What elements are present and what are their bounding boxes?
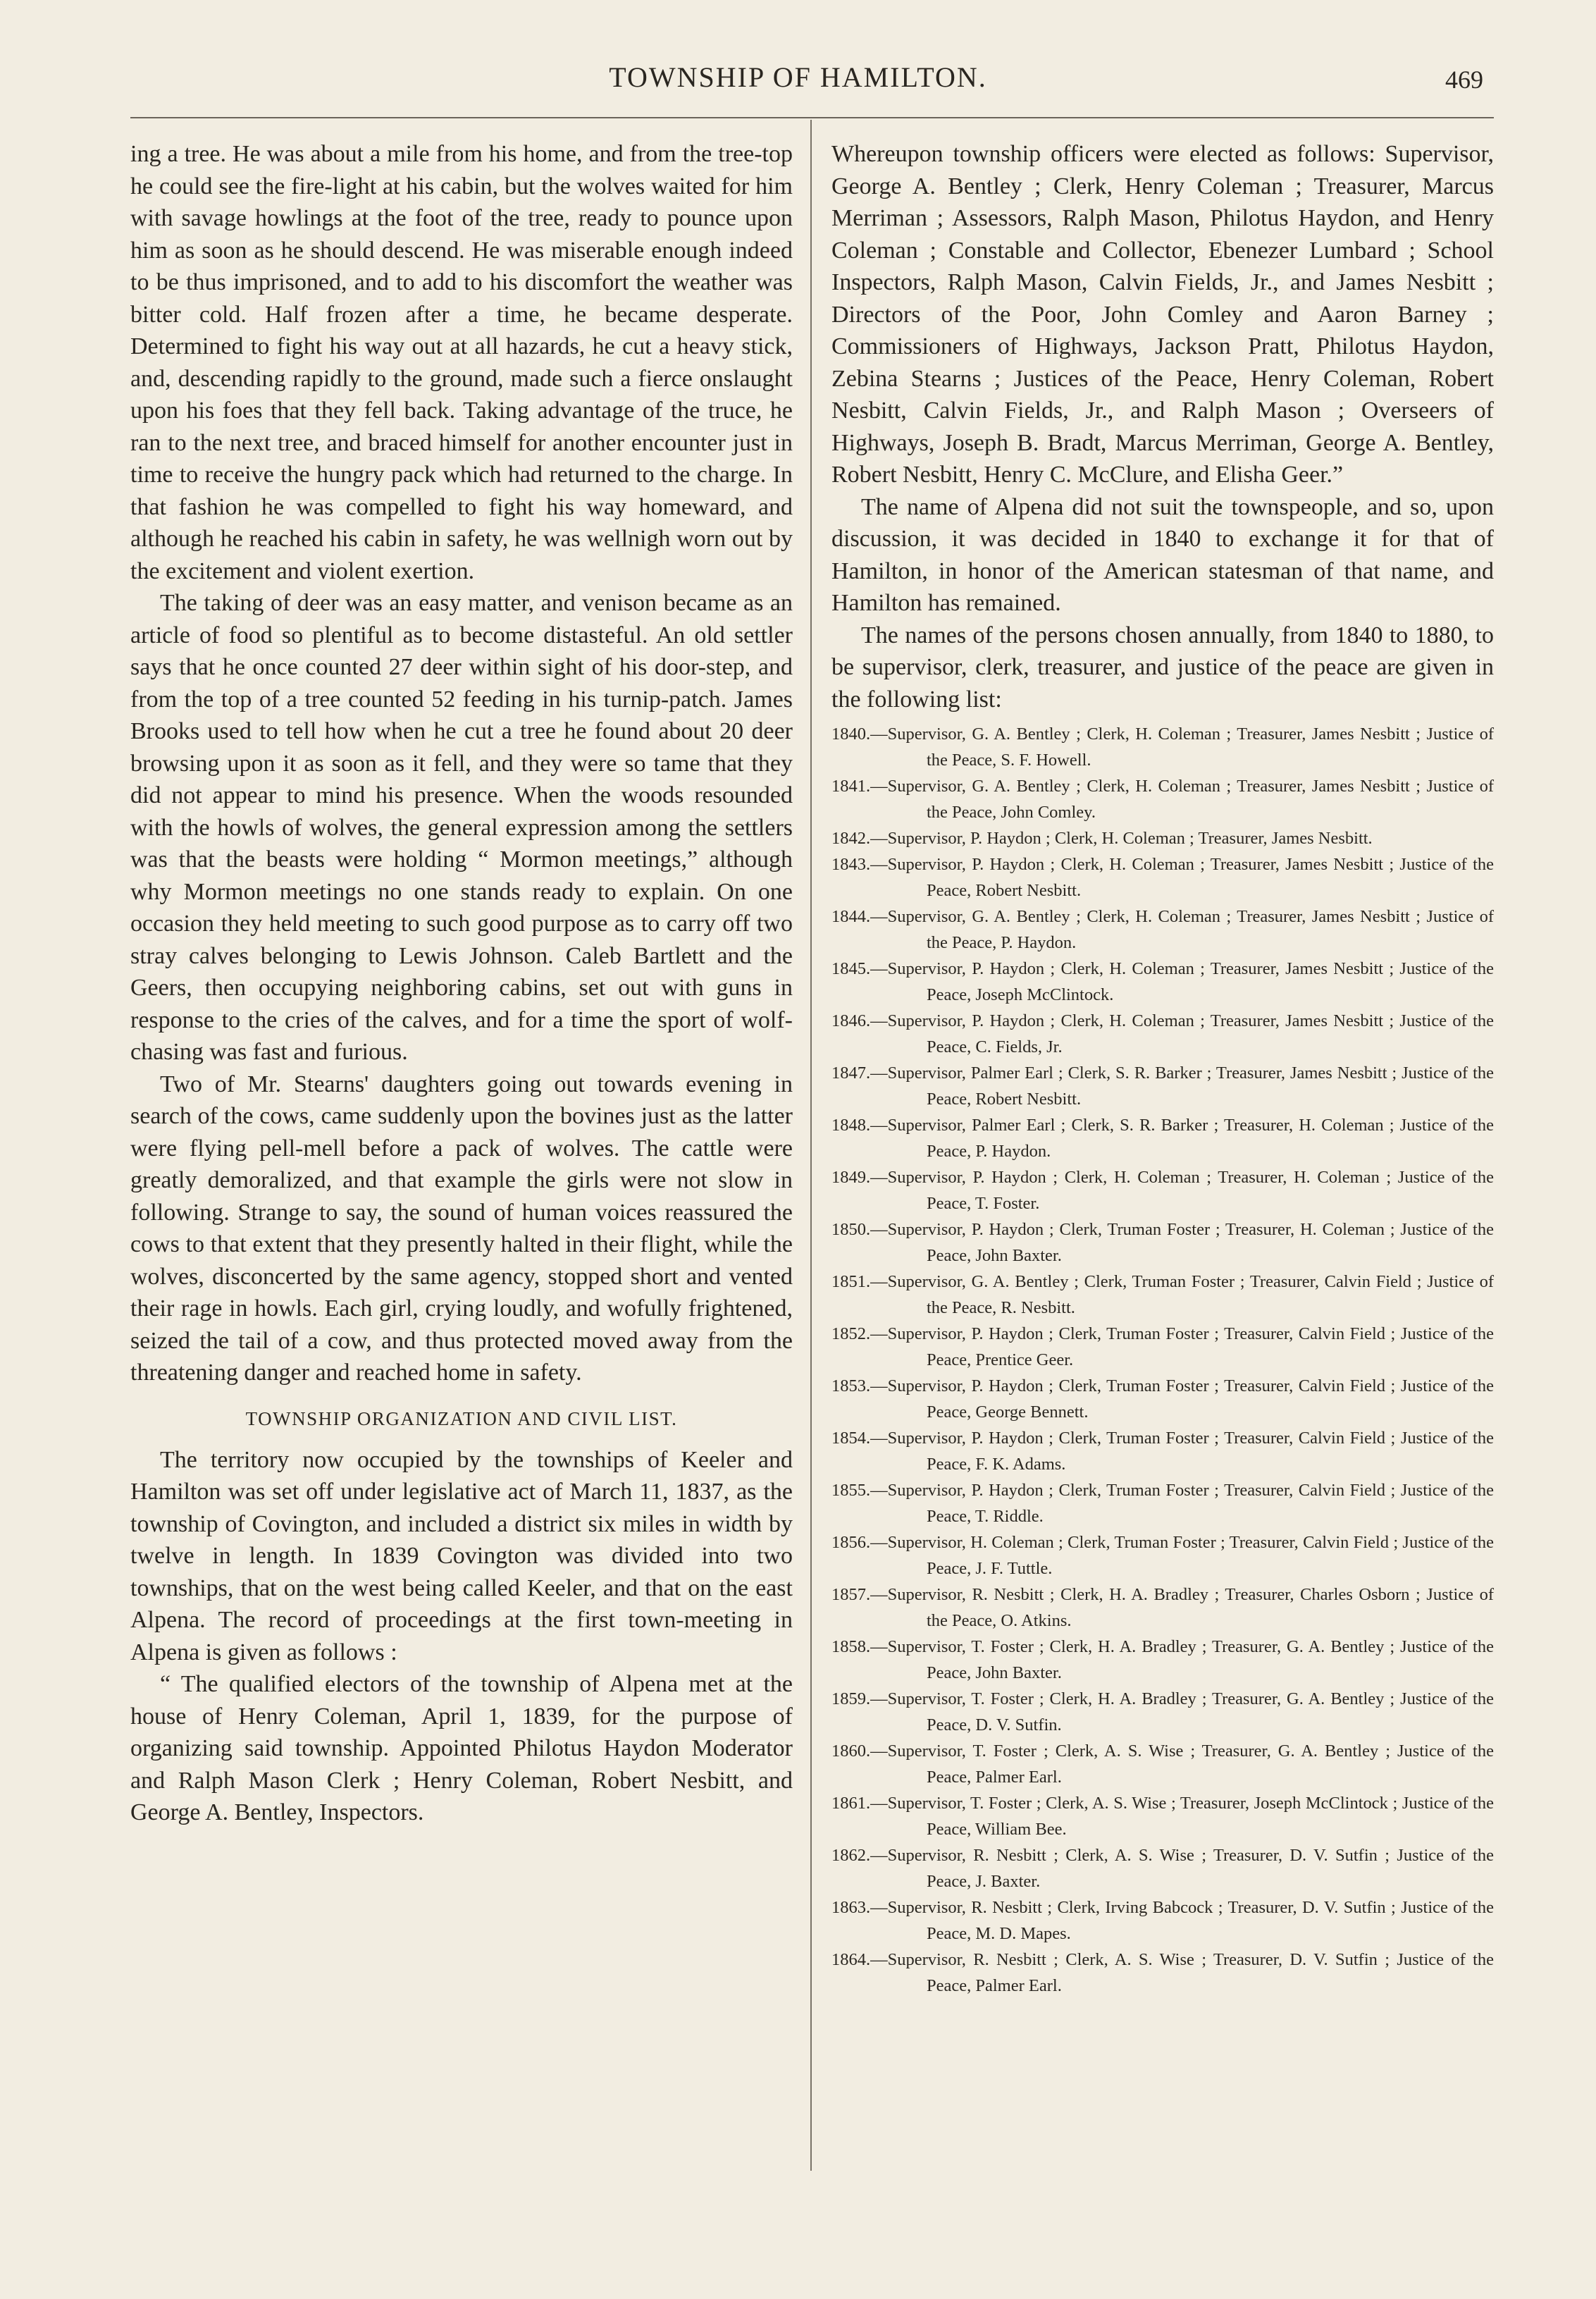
list-item: 1845.—Supervisor, P. Haydon ; Clerk, H. Coleman ; Treasurer, James Nesbitt ; Justice of the Peace, Joseph McClintock.: [831, 959, 1494, 1004]
list-item: 1863.—Supervisor, R. Nesbitt ; Clerk, Irving Babcock ; Treasurer, D. V. Sutfin ; Justice of the Peace, M. D. Mapes.: [831, 1898, 1494, 1943]
list-item: 1856.—Supervisor, H. Coleman ; Clerk, Truman Foster ; Treasurer, Calvin Field ; Justice of the Peace, J. F. Tuttle.: [831, 1533, 1494, 1578]
list-item: 1842.—Supervisor, P. Haydon ; Clerk, H. Coleman ; Treasurer, James Nesbitt.: [831, 829, 1373, 848]
list-item: 1860.—Supervisor, T. Foster ; Clerk, A. S. Wise ; Treasurer, G. A. Bentley ; Justice of the Peace, Palmer Earl.: [831, 1742, 1494, 1787]
page-header: [0, 61, 1596, 110]
list-item: 1852.—Supervisor, P. Haydon ; Clerk, Truman Foster ; Treasurer, Calvin Field ; Justice of the Peace, Prentice Geer.: [831, 1324, 1494, 1369]
running-title: TOWNSHIP OF HAMILTON.: [609, 61, 987, 93]
left-column: [130, 138, 793, 1829]
list-item: 1847.—Supervisor, Palmer Earl ; Clerk, S. R. Barker ; Treasurer, James Nesbitt ; Justice of the Peace, Robert Nesbitt.: [831, 1064, 1494, 1109]
list-item: 1854.—Supervisor, P. Haydon ; Clerk, Truman Foster ; Treasurer, Calvin Field ; Justice of the Peace, F. K. Adams.: [831, 1429, 1494, 1474]
list-item: 1851.—Supervisor, G. A. Bentley ; Clerk, Truman Foster ; Treasurer, Calvin Field ; Justice of the Peace, R. Nesbitt.: [831, 1272, 1494, 1317]
paragraph: The names of the persons chosen annually, from 1840 to 1880, to be supervisor, clerk, treasurer, and justice of the peace are given in the following list:: [831, 622, 1494, 713]
paragraph: The taking of deer was an easy matter, and venison became as an article of food so plentiful as to become distasteful. An old settler says that he once counted 27 deer within sight of his door-step, and from the top of a tree counted 52 feeding in his turnip-patch. James Brooks used to tell how when he cut a tree he found about 20 deer browsing upon it as soon as it fell, and they were so tame that they did not appear to mind his presence. When the woods resounded with the howls of wolves, the general expression among the settlers was that the beasts were holding “ Mormon meetings,” although why Mormon meetings no one stands ready to explain. On one occasion they held meeting to such good purpose as to carry off two stray calves belonging to Lewis Johnson. Caleb Bartlett and the Geers, then occupying neighboring cabins, set out with guns in response to the cries of the calves, and for a time the sport of wolf-chasing was fast and furious.: [130, 590, 793, 1065]
list-item: 1841.—Supervisor, G. A. Bentley ; Clerk, H. Coleman ; Treasurer, James Nesbitt ; Justice of the Peace, John Comley.: [831, 777, 1494, 822]
paragraph: The territory now occupied by the townships of Keeler and Hamilton was set off under legislative act of March 11, 1837, as the township of Covington, and included a district six miles in width by twelve in length. In 1839 Covington was divided into two townships, that on the west being called Keeler, and that on the east Alpena. The record of proceedings at the first town-meeting in Alpena is given as follows :: [130, 1446, 793, 1665]
paragraph: ing a tree. He was about a mile from his home, and from the tree-top he could see the fire-light at his cabin, but the wolves waited for him with savage howlings at the foot of the tree, ready to pounce upon him as soon as he should descend. He was miserable enough indeed to be thus imprisoned, and to add to his discomfort the weather was bitter cold. Half frozen after a time, he became desperate. Determined to fight his way out at all hazards, he cut a heavy stick, and, descending rapidly to the ground, made such a fierce onslaught upon his foes that they fell back. Taking advantage of the truce, he ran to the next tree, and braced himself for another encounter just in time to receive the hungry pack which had returned to the charge. In that fashion he was compelled to fight his way homeward, and although he reached his cabin in safety, he was wellnigh worn out by the excitement and violent exertion.: [130, 141, 793, 584]
right-column: [831, 138, 1494, 1999]
list-item: 1861.—Supervisor, T. Foster ; Clerk, A. S. Wise ; Treasurer, Joseph McClintock ; Justice of the Peace, William Bee.: [831, 1794, 1494, 1839]
list-item: 1848.—Supervisor, Palmer Earl ; Clerk, S. R. Barker ; Treasurer, H. Coleman ; Justice of the Peace, P. Haydon.: [831, 1116, 1494, 1161]
paragraph: “ The qualified electors of the township of Alpena met at the house of Henry Coleman, April 1, 1839, for the purpose of organizing said township. Appointed Philotus Haydon Moderator and Ralph Mason Clerk ; Henry Coleman, Robert Nesbitt, and George A. Bentley, Inspectors.: [130, 1671, 793, 1825]
list-item: 1843.—Supervisor, P. Haydon ; Clerk, H. Coleman ; Treasurer, James Nesbitt ; Justice of the Peace, Robert Nesbitt.: [831, 855, 1494, 900]
list-item: 1853.—Supervisor, P. Haydon ; Clerk, Truman Foster ; Treasurer, Calvin Field ; Justice of the Peace, George Bennett.: [831, 1376, 1494, 1422]
list-item: 1864.—Supervisor, R. Nesbitt ; Clerk, A. S. Wise ; Treasurer, D. V. Sutfin ; Justice of the Peace, Palmer Earl.: [831, 1950, 1494, 1995]
header-rule: [130, 117, 1494, 118]
column-divider: [810, 120, 812, 2171]
page-number: 469: [1445, 66, 1483, 94]
list-item: 1844.—Supervisor, G. A. Bentley ; Clerk, H. Coleman ; Treasurer, James Nesbitt ; Justice of the Peace, P. Haydon.: [831, 907, 1494, 952]
list-item: 1855.—Supervisor, P. Haydon ; Clerk, Truman Foster ; Treasurer, Calvin Field ; Justice of the Peace, T. Riddle.: [831, 1481, 1494, 1526]
civil-list: [831, 721, 1494, 1999]
list-item: 1862.—Supervisor, R. Nesbitt ; Clerk, A. S. Wise ; Treasurer, D. V. Sutfin ; Justice of the Peace, J. Baxter.: [831, 1846, 1494, 1891]
list-item: 1840.—Supervisor, G. A. Bentley ; Clerk, H. Coleman ; Treasurer, James Nesbitt ; Justice of the Peace, S. F. Howell.: [831, 725, 1494, 770]
section-heading: TOWNSHIP ORGANIZATION AND CIVIL LIST.: [245, 1407, 678, 1429]
list-item: 1846.—Supervisor, P. Haydon ; Clerk, H. Coleman ; Treasurer, James Nesbitt ; Justice of the Peace, C. Fields, Jr.: [831, 1011, 1494, 1056]
paragraph: Two of Mr. Stearns' daughters going out towards evening in search of the cows, came suddenly upon the bovines just as the latter were flying pell-mell before a pack of wolves. The cattle were greatly demoralized, and that example the girls were not slow in following. Strange to say, the sound of human voices reassured the cows to that extent that they presently halted in their flight, while the wolves, disconcerted by the same agency, stopped short and vented their rage in howls. Each girl, crying loudly, and wofully frightened, seized the tail of a cow, and thus protected moved away from the threatening danger and reached home in safety.: [130, 1071, 793, 1386]
list-item: 1857.—Supervisor, R. Nesbitt ; Clerk, H. A. Bradley ; Treasurer, Charles Osborn ; Justice of the Peace, O. Atkins.: [831, 1585, 1494, 1630]
list-item: 1859.—Supervisor, T. Foster ; Clerk, H. A. Bradley ; Treasurer, G. A. Bentley ; Justice of the Peace, D. V. Sutfin.: [831, 1689, 1494, 1734]
list-item: 1850.—Supervisor, P. Haydon ; Clerk, Truman Foster ; Treasurer, H. Coleman ; Justice of the Peace, John Baxter.: [831, 1220, 1494, 1265]
list-item: 1849.—Supervisor, P. Haydon ; Clerk, H. Coleman ; Treasurer, H. Coleman ; Justice of the Peace, T. Foster.: [831, 1168, 1494, 1213]
paragraph: Whereupon township officers were elected as follows: Supervisor, George A. Bentley ; Clerk, Henry Coleman ; Treasurer, Marcus Merriman ; Assessors, Ralph Mason, Philotus Haydon, and Henry Coleman ; Constable and Collector, Ebenezer Lumbard ; School Inspectors, Ralph Mason, Calvin Fields, Jr., and James Nesbitt ; Directors of the Poor, John Comley and Aaron Barney ; Commissioners of Highways, Jackson Pratt, Philotus Haydon, Zebina Stearns ; Justices of the Peace, Henry Coleman, Robert Nesbitt, Calvin Fields, Jr., and Ralph Mason ; Overseers of Highways, Joseph B. Bradt, Marcus Merriman, George A. Bentley, Robert Nesbitt, Henry C. McClure, and Elisha Geer.”: [831, 141, 1494, 488]
list-item: 1858.—Supervisor, T. Foster ; Clerk, H. A. Bradley ; Treasurer, G. A. Bentley ; Justice of the Peace, John Baxter.: [831, 1637, 1494, 1682]
paragraph: The name of Alpena did not suit the townspeople, and so, upon discussion, it was decided in 1840 to exchange it for that of Hamilton, in honor of the American statesman of that name, and Hamilton has remained.: [831, 493, 1494, 616]
